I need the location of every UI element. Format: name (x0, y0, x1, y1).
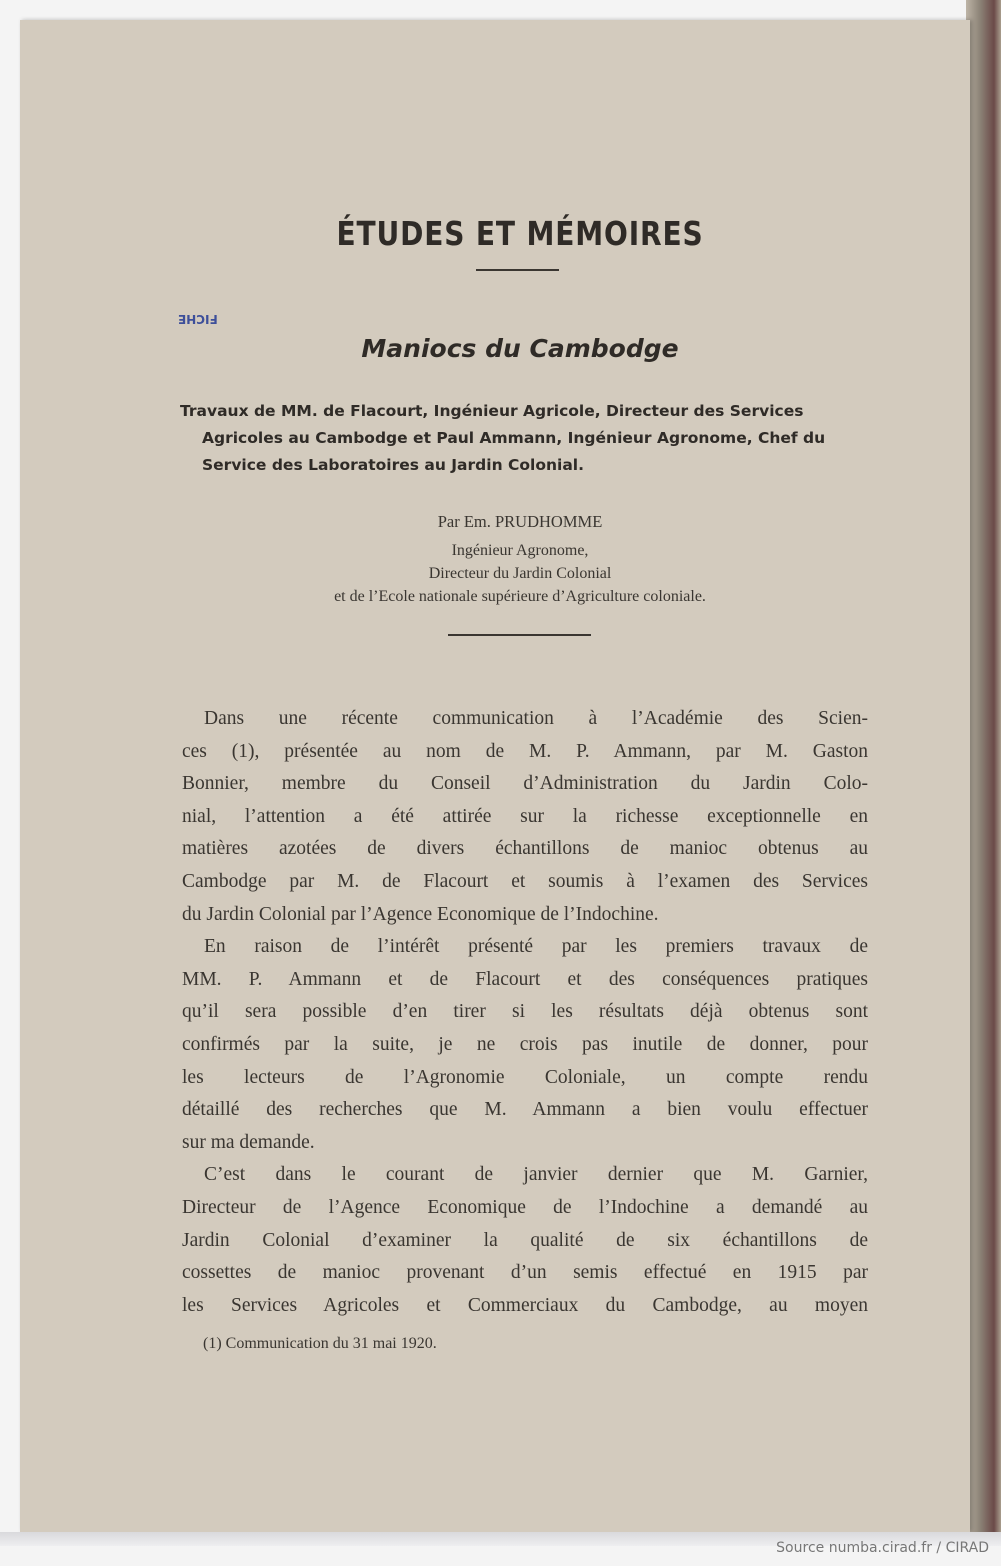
body-line: En raison de l’intérêt présenté par les premiers travaux de (204, 936, 868, 958)
body-line: détaillé des recherches que M. Ammann a bien voulu effectuer (182, 1099, 868, 1121)
fiche-stamp: FICHE (178, 312, 218, 326)
body-line: C’est dans le courant de janvier dernier que M. Garnier, (204, 1164, 868, 1186)
body-line: confirmés par la suite, je ne crois pas inutile de donner, pour (182, 1033, 868, 1055)
body-line: du Jardin Colonial par l’Agence Economique de l’Indochine. (182, 903, 659, 925)
book-binding (966, 0, 1001, 1545)
body-line: Dans une récente communication à l’Académie des Scien- (204, 708, 868, 729)
author-title: Ingénieur Agronome, (451, 542, 589, 559)
title-rule (476, 269, 559, 271)
body-line: les Services Agricoles et Commerciaux du Cambodge, au moyen (182, 1294, 868, 1316)
body-line: Bonnier, membre du Conseil d’Administration du Jardin Colo- (182, 773, 868, 795)
body-line: les lecteurs de l’Agronomie Coloniale, un compte rendu (182, 1066, 868, 1088)
footnote: (1) Communication du 31 mai 1920. (203, 1335, 437, 1352)
section-title: ÉTUDES ET MÉMOIRES (336, 214, 704, 253)
body-line: MM. P. Ammann et de Flacourt et des conséquences pratiques (182, 968, 868, 990)
body-line: nial, l’attention a été attirée sur la richesse exceptionnelle en (182, 805, 868, 827)
article-body (182, 703, 868, 1322)
body-line: sur ma demande. (182, 1131, 315, 1153)
subtitle-line: Travaux de MM. de Flacourt, Ingénieur Agricole, Directeur des Services (180, 402, 804, 420)
article-title: Maniocs du Cambodge (361, 334, 679, 363)
author-title: Directeur du Jardin Colonial (428, 565, 612, 582)
article-subtitle (180, 398, 870, 479)
body-line: Jardin Colonial d’examiner la qualité de six échantillons de (182, 1229, 868, 1251)
body-line: cossettes de manioc provenant d’un semis effectué en 1915 par (182, 1262, 868, 1284)
body-line: Cambodge par M. de Flacourt et soumis à l’examen des Services (182, 870, 868, 892)
section-rule (448, 634, 591, 636)
subtitle-line: Agricoles au Cambodge et Paul Ammann, Ingénieur Agronome, Chef du (202, 429, 826, 447)
source-credit: Source numba.cirad.fr / CIRAD (776, 1540, 989, 1556)
body-line: matières azotées de divers échantillons de manioc obtenus au (182, 838, 868, 860)
body-line: ces (1), présentée au nom de M. P. Ammann, par M. Gaston (182, 740, 868, 762)
author: Par Em. PRUDHOMME (437, 512, 603, 531)
body-line: qu’il sera possible d’en tirer si les résultats déjà obtenus sont (182, 1001, 868, 1023)
body-line: Directeur de l’Agence Economique de l’Indochine a demandé au (182, 1196, 868, 1218)
author-title: et de l’Ecole nationale supérieure d’Agriculture coloniale. (334, 588, 706, 605)
subtitle-line: Service des Laboratoires au Jardin Colonial. (202, 456, 584, 474)
